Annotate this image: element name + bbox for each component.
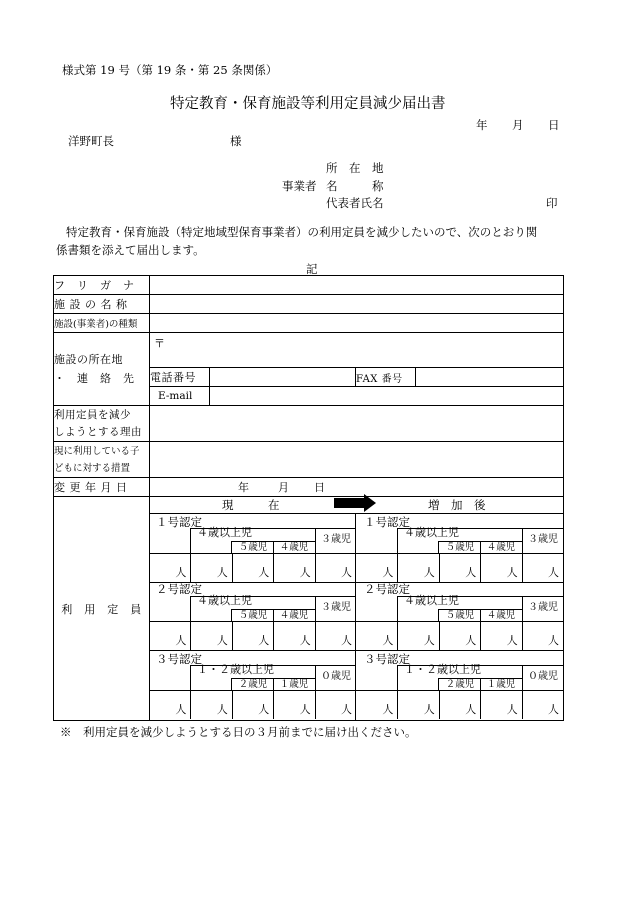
reason-label-line2: しようとする理由	[54, 425, 142, 438]
postal-mark: 〒	[154, 337, 165, 350]
after-header: 増 加 後	[428, 498, 486, 512]
line	[397, 528, 398, 553]
age-a-label-0-1: ５歳児	[445, 542, 475, 553]
reason-field[interactable]	[150, 406, 564, 442]
line	[356, 553, 563, 554]
capacity-cell-2-0-1[interactable]: 人	[216, 703, 228, 716]
measure-label-line1: 現に利用している子	[54, 445, 140, 457]
current-header: 現 在	[222, 498, 280, 512]
reason-label	[54, 406, 150, 442]
capacity-cell-1-1-3[interactable]: 人	[506, 634, 518, 647]
date-day: 日	[548, 118, 560, 132]
arrow-shaft	[334, 498, 364, 508]
age-b-label-1-0: ４歳児	[279, 610, 309, 621]
measure-label	[54, 442, 150, 478]
change-date-label: 変 更 年 月 日	[54, 478, 150, 497]
capacity-cell-2-0-4[interactable]: 人	[340, 703, 352, 716]
fax-field[interactable]	[416, 368, 564, 387]
capacity-cell-0-0-3[interactable]: 人	[299, 566, 311, 579]
capacity-cell-1-0-3[interactable]: 人	[299, 634, 311, 647]
line	[356, 621, 563, 622]
capacity-cell-2-1-3[interactable]: 人	[506, 703, 518, 716]
age-a-label-2-1: ２歳児	[445, 679, 475, 690]
footnote: ※ 利用定員を減少しようとする日の３月前までに届け出ください。	[60, 725, 417, 739]
addressee-sama: 様	[230, 134, 242, 148]
age-group-label-2-0: １・２歳以上児	[197, 663, 274, 676]
capacity-cell-2-1-0[interactable]: 人	[382, 703, 394, 716]
cert3-label-after: ３号認定	[364, 652, 410, 666]
reason-label-line1: 利用定員を減少	[54, 408, 131, 421]
body-line-1: 特定教育・保育施設（特定地域型保育事業者）の利用定員を減少したいので、次のとおり関	[66, 225, 538, 239]
capacity-label: 利 用 定 員	[54, 497, 150, 721]
line	[438, 678, 439, 690]
ki-label: 記	[306, 262, 318, 276]
age-c-label-0-1: ３歳児	[528, 534, 558, 545]
application-form-table	[53, 275, 564, 721]
cert1-label-current: １号認定	[156, 515, 202, 529]
change-date-day: 日	[314, 481, 325, 494]
line	[149, 690, 356, 691]
age-b-label-0-1: ４歳児	[486, 542, 516, 553]
address-label-line1: 施設の所在地	[54, 353, 123, 366]
age-a-label-2-0: ２歳児	[238, 679, 268, 690]
capacity-cell-0-1-3[interactable]: 人	[506, 566, 518, 579]
fax-label: FAX 番号	[356, 368, 416, 387]
addressee: 洋野町長	[68, 134, 114, 148]
capacity-cell-0-0-0[interactable]: 人	[175, 566, 187, 579]
capacity-cell-0-1-0[interactable]: 人	[382, 566, 394, 579]
facility-type-field[interactable]	[150, 314, 564, 333]
age-b-label-2-0: １歳児	[279, 679, 309, 690]
capacity-cell-1-0-4[interactable]: 人	[340, 634, 352, 647]
tel-field[interactable]	[210, 368, 356, 387]
arrow-right-icon	[364, 494, 376, 512]
seal-mark: 印	[546, 196, 558, 210]
capacity-cell-0-0-2[interactable]: 人	[258, 566, 270, 579]
cert3-label-current: ３号認定	[156, 652, 202, 666]
address-label	[54, 333, 150, 406]
measure-field[interactable]	[150, 442, 564, 478]
furigana-label: フ リ ガ ナ	[54, 276, 150, 295]
facility-name-field[interactable]	[150, 295, 564, 314]
label-operator: 事業者	[282, 179, 317, 193]
capacity-cell-1-1-1[interactable]: 人	[423, 634, 435, 647]
line	[149, 621, 356, 622]
page-title: 特定教育・保育施設等利用定員減少届出書	[170, 96, 446, 112]
date-month: 月	[512, 118, 524, 132]
line	[231, 541, 232, 553]
line	[190, 528, 191, 553]
line	[438, 541, 439, 553]
age-c-label-2-0: ０歳児	[321, 671, 351, 682]
cert1-label-after: １号認定	[364, 515, 410, 529]
age-a-label-0-0: ５歳児	[238, 542, 268, 553]
line	[190, 665, 191, 690]
age-group-label-2-1: １・２歳以上児	[404, 663, 481, 676]
line	[397, 665, 398, 690]
body-line-2: 係書類を添えて届出します。	[56, 243, 205, 257]
line	[356, 690, 563, 691]
change-date-month: 月	[278, 481, 289, 494]
measure-label-line2: どもに対する措置	[54, 462, 131, 474]
change-date-year: 年	[238, 481, 249, 494]
line	[190, 596, 191, 621]
age-group-label-0-0: ４歳以上児	[197, 526, 252, 539]
capacity-cell-0-0-1[interactable]: 人	[216, 566, 228, 579]
capacity-cell-2-1-1[interactable]: 人	[423, 703, 435, 716]
age-b-label-1-1: ４歳児	[486, 610, 516, 621]
label-location: 所 在 地	[326, 161, 384, 175]
address-field[interactable]	[150, 333, 564, 368]
capacity-cell-1-1-4[interactable]: 人	[547, 634, 559, 647]
capacity-cell-0-1-1[interactable]: 人	[423, 566, 435, 579]
age-group-label-1-0: ４歳以上児	[197, 594, 252, 607]
capacity-cell-1-0-1[interactable]: 人	[216, 634, 228, 647]
email-field[interactable]	[210, 387, 564, 406]
change-date-field[interactable]	[150, 478, 564, 497]
age-c-label-2-1: ０歳児	[528, 671, 558, 682]
line	[231, 609, 232, 621]
capacity-cell-2-0-0[interactable]: 人	[175, 703, 187, 716]
line	[438, 609, 439, 621]
age-b-label-0-0: ４歳児	[279, 542, 309, 553]
capacity-cell-0-1-4[interactable]: 人	[547, 566, 559, 579]
age-a-label-1-0: ５歳児	[238, 610, 268, 621]
date-year: 年	[476, 118, 488, 132]
age-c-label-0-0: ３歳児	[321, 534, 351, 545]
line	[149, 553, 356, 554]
cert2-label-after: ２号認定	[364, 582, 410, 596]
line	[397, 596, 398, 621]
facility-name-label: 施 設 の 名 称	[54, 295, 150, 314]
cert2-label-current: ２号認定	[156, 582, 202, 596]
tel-label: 電話番号	[150, 368, 210, 387]
age-b-label-2-1: １歳児	[486, 679, 516, 690]
facility-type-label: 施設(事業者)の種類	[54, 314, 150, 333]
capacity-cell-1-0-2[interactable]: 人	[258, 634, 270, 647]
label-name: 名 称	[326, 179, 384, 193]
capacity-cell-2-0-2[interactable]: 人	[258, 703, 270, 716]
email-label: E-mail	[150, 387, 210, 406]
age-group-label-1-1: ４歳以上児	[404, 594, 459, 607]
capacity-cell-2-1-2[interactable]: 人	[465, 703, 477, 716]
capacity-cell-2-0-3[interactable]: 人	[299, 703, 311, 716]
address-label-line2: ・ 連 絡 先	[54, 372, 135, 385]
capacity-cell-0-0-4[interactable]: 人	[340, 566, 352, 579]
form-number: 様式第 19 号（第 19 条・第 25 条関係）	[62, 63, 278, 77]
age-group-label-0-1: ４歳以上児	[404, 526, 459, 539]
capacity-cell-1-1-0[interactable]: 人	[382, 634, 394, 647]
furigana-field[interactable]	[150, 276, 564, 295]
capacity-cell-2-1-4[interactable]: 人	[547, 703, 559, 716]
capacity-cell-0-1-2[interactable]: 人	[465, 566, 477, 579]
capacity-cell-1-1-2[interactable]: 人	[465, 634, 477, 647]
capacity-cell-1-0-0[interactable]: 人	[175, 634, 187, 647]
age-c-label-1-1: ３歳児	[528, 602, 558, 613]
line	[231, 678, 232, 690]
label-representative: 代表者氏名	[326, 196, 384, 210]
age-c-label-1-0: ３歳児	[321, 602, 351, 613]
age-a-label-1-1: ５歳児	[445, 610, 475, 621]
